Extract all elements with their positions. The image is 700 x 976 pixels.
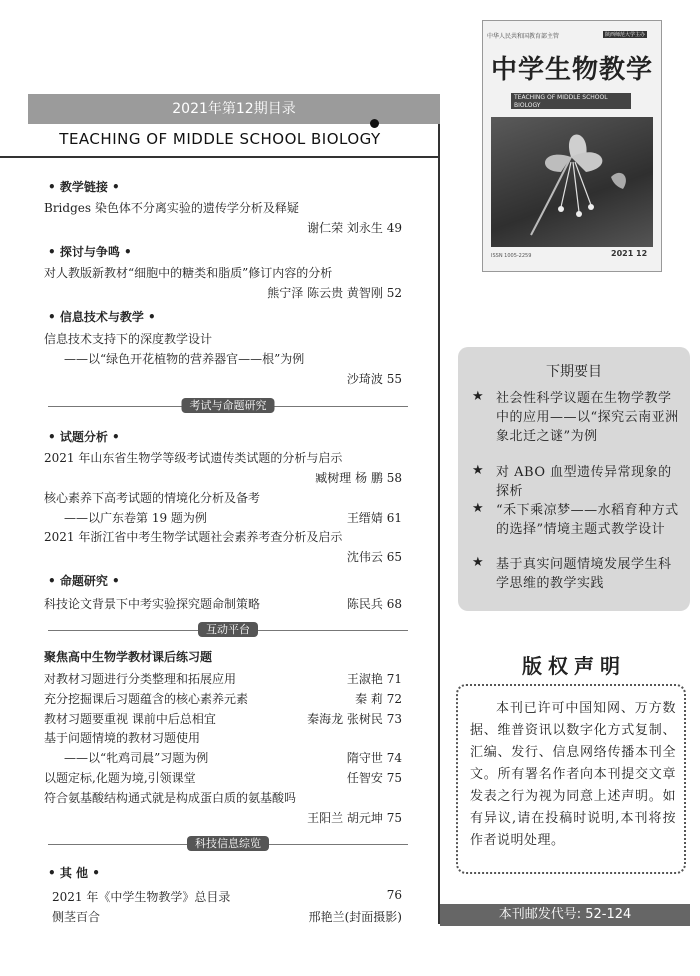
next-issue-item[interactable] — [472, 555, 680, 593]
copyright-text: 本刊已许可中国知网、万方数据、维普资讯以数字化方式复制、汇编、发行、信息网络传播本刊全文。所有署名作者向本刊提交文章发表之行为视为同意上述声明。如有异议,请在投稿时说明,本刊将按作者说明处理。 — [470, 701, 676, 848]
article-authors-page: 臧树理 杨 鹏 58 — [315, 471, 402, 485]
article-authors-page: 王阳兰 胡元坤 75 — [307, 811, 402, 825]
article-title[interactable]: 侧茎百合 — [52, 910, 101, 924]
next-issue-title: 下期要目 — [546, 364, 602, 380]
section-teaching-link: • 教学链接 • — [48, 180, 120, 194]
postal-code-bar — [440, 904, 690, 926]
focus-heading: 聚焦高中生物学教材课后练习题 — [44, 650, 213, 664]
cover-issn: ISSN 1005-2259 — [491, 253, 532, 259]
copyright-box — [456, 684, 686, 874]
column-divider — [438, 124, 440, 924]
next-issue-box — [458, 347, 690, 611]
article-page: 76 — [386, 888, 402, 902]
band-interact-label: 互动平台 — [198, 622, 258, 637]
section-discussion: • 探讨与争鸣 • — [48, 245, 132, 259]
article-authors-page: 王淑艳 71 — [346, 672, 402, 686]
next-issue-item-text: 基于真实问题情境发展学生科学思维的教学实践 — [496, 557, 672, 591]
band-interactive-platform — [48, 622, 408, 638]
postal-code: 本刊邮发代号: 52-124 — [498, 907, 632, 922]
toc-year-issue-bar — [28, 94, 440, 124]
cover-issue: 2021 12 — [611, 249, 648, 258]
next-issue-item[interactable] — [472, 389, 680, 446]
article-title[interactable]: Bridges 染色体不分离实验的遗传学分析及释疑 — [44, 201, 299, 215]
section-test-analysis: • 试题分析 • — [48, 430, 120, 444]
header-rule — [0, 156, 440, 158]
band-exam-label: 考试与命题研究 — [182, 398, 275, 413]
article-authors-page: 任智安 75 — [346, 771, 402, 785]
article-subtitle: ——以广东卷第 19 题为例 — [64, 511, 207, 525]
cover-lily-photo — [491, 117, 653, 247]
band-tech-label: 科技信息综览 — [187, 836, 269, 851]
next-issue-item-text: “禾下乘凉梦——水稻育种方式的选择”情境主题式教学设计 — [496, 503, 679, 537]
cover-publisher: 中华人民共和国教育部主管 — [487, 33, 560, 40]
article-authors-page: 隋守世 74 — [346, 751, 402, 765]
article-subtitle: ——以“牝鸡司晨”习题为例 — [64, 751, 209, 765]
article-title[interactable]: 对教材习题进行分类整理和拓展应用 — [44, 672, 237, 686]
star-icon: ★ — [472, 389, 484, 404]
article-title[interactable]: 信息技术支持下的深度教学设计 — [44, 332, 213, 346]
article-authors-page: 秦海龙 张树民 73 — [307, 712, 402, 726]
next-issue-item[interactable] — [472, 501, 680, 539]
cover-title: 中学生物教学 — [491, 55, 654, 85]
article-title[interactable]: 以题定标,化题为境,引领课堂 — [44, 771, 196, 785]
article-authors-page: 陈民兵 68 — [346, 597, 402, 611]
journal-cover — [482, 20, 662, 272]
toc-year-issue: 2021年第12期目录 — [172, 101, 296, 117]
article-title[interactable]: 2021 年浙江省中考生物学试题社会素养考查分析及启示 — [44, 530, 343, 544]
article-authors-page: 王缙婧 61 — [346, 511, 402, 525]
article-authors-page: 沙琦波 55 — [346, 372, 402, 386]
next-issue-item-text: 对 ABO 血型遗传异常现象的探析 — [496, 465, 672, 499]
article-title[interactable]: 教材习题要重视 课前中后总相宜 — [44, 712, 216, 726]
article-authors-page: 沈伟云 65 — [346, 550, 402, 564]
star-icon: ★ — [472, 555, 484, 570]
article-authors-page: 谢仁荣 刘永生 49 — [307, 221, 402, 235]
article-title[interactable]: 充分挖掘课后习题蕴含的核心素养元素 — [44, 692, 249, 706]
next-issue-item[interactable] — [472, 463, 680, 501]
cover-sponsor: 陕西师范大学主办 — [605, 32, 646, 38]
star-icon: ★ — [472, 463, 484, 478]
band-tech-info — [48, 836, 408, 852]
article-subtitle: ——以“绿色开花植物的营养器官——根”为例 — [64, 352, 305, 366]
article-title[interactable]: 科技论文背景下中考实验探究题命制策略 — [44, 597, 261, 611]
article-title[interactable]: 2021 年《中学生物教学》总目录 — [52, 890, 231, 904]
lily-flower-icon — [491, 117, 653, 247]
copyright-title: 版权声明 — [522, 654, 626, 678]
article-authors-page: 熊宁泽 陈云贵 黄智刚 52 — [267, 286, 402, 300]
article-authors-page: 秦 莉 72 — [355, 692, 402, 706]
section-other: • 其 他 • — [48, 866, 100, 880]
article-title[interactable]: 对人教版新教材“细胞中的糖类和脂质”修订内容的分析 — [44, 266, 333, 280]
article-title[interactable]: 2021 年山东省生物学等级考试遗传类试题的分析与启示 — [44, 451, 343, 465]
star-icon: ★ — [472, 501, 484, 516]
cover-english-title: TEACHING OF MIDDLE SCHOOL BIOLOGY — [511, 93, 631, 109]
section-info-tech: • 信息技术与教学 • — [48, 310, 156, 324]
journal-english-title: TEACHING OF MIDDLE SCHOOL BIOLOGY — [59, 130, 381, 148]
band-exam-research — [48, 398, 408, 414]
next-issue-item-text: 社会性科学议题在生物学教学中的应用——以“探究云南亚洲象北迁之谜”为例 — [496, 391, 679, 444]
article-title[interactable]: 符合氨基酸结构通式就是构成蛋白质的氨基酸吗 — [44, 791, 297, 805]
cover-photo-credit: 邢艳兰(封面摄影) — [308, 910, 402, 924]
article-title[interactable]: 基于问题情境的教材习题使用 — [44, 731, 201, 745]
section-question-design: • 命题研究 • — [48, 574, 120, 588]
article-title[interactable]: 核心素养下高考试题的情境化分析及备考 — [44, 491, 261, 505]
header-dot — [370, 119, 379, 128]
